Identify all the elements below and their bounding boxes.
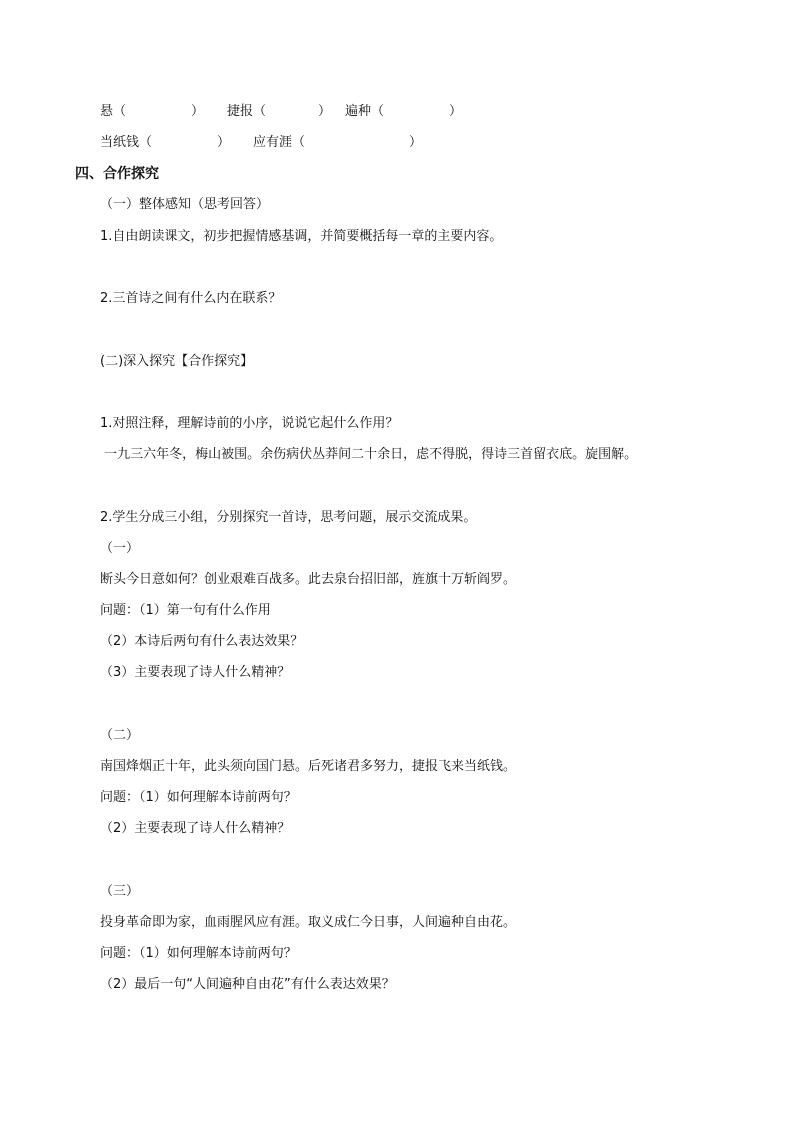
poem1-question-1: 问题：（1）第一句有什么作用 [100,603,271,618]
vocab-item-xuan: 悬（ ） [100,104,205,119]
section-heading: 四、合作探究 [75,166,159,182]
vocab-item-dangzhiqian: 当纸钱（ ） [100,135,231,150]
vocab-item-jiebao: 捷报（ ） [227,104,332,119]
poem2-question-1: 问题：（1）如何理解本诗前两句？ [100,790,297,805]
poem3-question-1: 问题：（1）如何理解本诗前两句？ [100,946,297,961]
part2-question-2: 2.学生分成三小组，分别探究一首诗，思考问题，展示交流成果。 [100,510,477,525]
poem-preface: 一九三六年冬，梅山被围。余伤病伏丛莽间二十余日，虑不得脱，得诗三首留衣底。旋围解。 [100,447,638,462]
poem1-text: 断头今日意如何？创业艰难百战多。此去泉台招旧部，旌旗十万斩阎罗。 [100,572,517,587]
part2-question-1: 1.对照注释，理解诗前的小序，说说它起什么作用？ [100,416,399,431]
poem2-text: 南国烽烟正十年，此头须向国门悬。后死诸君多努力，捷报飞来当纸钱。 [100,759,517,774]
poem1-question-2: （2）本诗后两句有什么表达效果？ [100,634,304,649]
poem1-question-3: （3）主要表现了诗人什么精神？ [100,665,291,680]
poem3-label: （三） [100,884,140,899]
vocab-item-bianzhong: 遍种（ ） [345,104,463,119]
vocab-item-yingyouya: 应有涯（ ） [253,135,423,150]
poem2-question-2: （2）主要表现了诗人什么精神？ [100,821,291,836]
poem3-question-2: （2）最后一句“人间遍种自由花”有什么表达效果？ [100,977,395,992]
poem3-text: 投身革命即为家，血雨腥风应有涯。取义成仁今日事，人间遍种自由花。 [100,915,517,930]
part1-question-1: 1.自由朗读课文，初步把握情感基调，并简要概括每一章的主要内容。 [100,229,503,244]
poem2-label: （二） [100,728,140,743]
poem1-label: （一） [100,541,140,556]
part1-title: （一）整体感知（思考回答） [100,197,270,212]
part2-title: (二)深入探究【合作探究】 [100,354,254,369]
part1-question-2: 2.三首诗之间有什么内在联系？ [100,291,282,306]
